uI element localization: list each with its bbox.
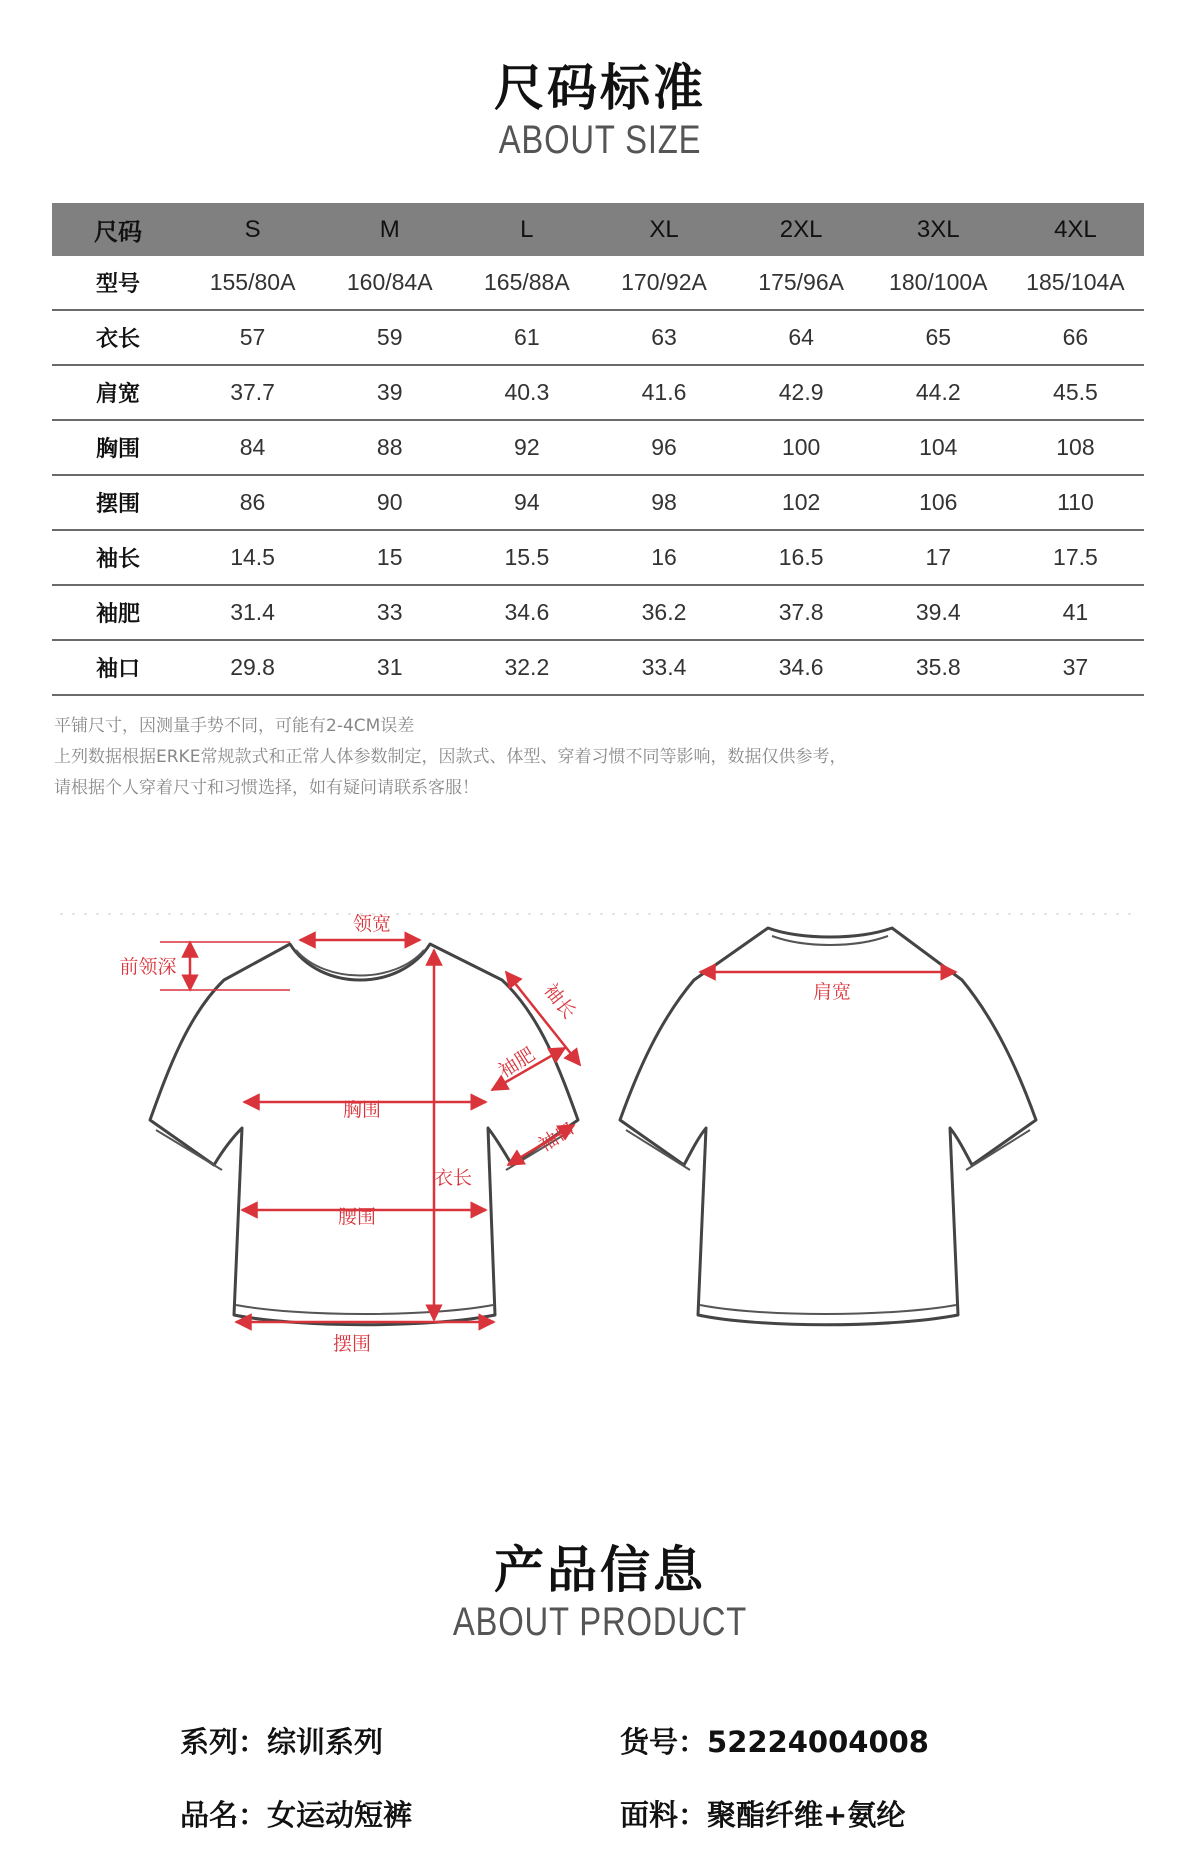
size-col-header: L	[520, 215, 534, 243]
table-cell: 98	[651, 489, 677, 515]
table-cell: 165/88A	[484, 269, 570, 295]
length-label: 衣长	[433, 1167, 473, 1189]
table-cell: 15	[376, 544, 403, 570]
table-cell: 17	[925, 544, 952, 570]
table-cell: 92	[514, 434, 540, 460]
note-line: 请根据个人穿着尺寸和习惯选择，如有疑问请联系客服！	[54, 778, 479, 798]
table-cell: 29.8	[230, 654, 275, 680]
size-col-header: M	[379, 215, 400, 243]
front-tshirt	[150, 944, 581, 1325]
measurement-diagram	[0, 880, 1200, 1400]
table-row	[52, 475, 1144, 530]
row-label: 胸围	[95, 437, 140, 462]
shoulder-label: 肩宽	[812, 981, 852, 1003]
chest-label: 胸围	[342, 1099, 382, 1121]
series-label: 系列：	[180, 1725, 268, 1759]
name-value: 女运动短裤	[267, 1798, 413, 1832]
hem-label: 摆围	[332, 1333, 372, 1355]
table-cell: 102	[781, 489, 821, 515]
note-line: 上列数据根据ERKE常规款式和正常人体参数制定，因款式、体型、穿着习惯不同等影响，数据仅供参考，	[54, 747, 847, 767]
row-label: 摆围	[95, 492, 140, 517]
fabric-field	[620, 1793, 905, 1834]
table-cell: 39	[376, 379, 403, 405]
size-col-header: XL	[649, 215, 679, 243]
table-row	[52, 530, 1144, 585]
size-col-header: S	[244, 215, 261, 243]
product-section-subtitle: ABOUT PRODUCT	[452, 1600, 748, 1644]
table-cell: 185/104A	[1026, 269, 1125, 295]
table-cell: 15.5	[504, 544, 550, 570]
row-label: 袖口	[95, 657, 140, 682]
table-cell: 44.2	[915, 379, 961, 405]
table-cell: 41.6	[641, 379, 687, 405]
size-table-header	[52, 203, 1144, 256]
table-row	[52, 365, 1144, 420]
table-cell: 160/84A	[346, 269, 433, 295]
series-field	[180, 1720, 383, 1761]
row-label: 袖长	[95, 547, 140, 572]
name-label: 品名：	[180, 1798, 268, 1832]
bicep-label: 袖肥	[494, 1043, 539, 1083]
table-cell: 86	[239, 489, 266, 515]
table-row	[52, 310, 1144, 365]
header-label: 尺码	[94, 219, 142, 246]
table-cell: 175/96A	[758, 269, 844, 295]
table-cell: 108	[1056, 434, 1095, 460]
collar-width-label: 领宽	[352, 913, 392, 935]
size-section-title: 尺码标准	[494, 59, 706, 117]
table-cell: 84	[239, 434, 266, 460]
table-cell: 35.8	[915, 654, 961, 680]
table-cell: 31.4	[230, 599, 275, 625]
table-cell: 65	[925, 324, 952, 350]
cuff-label: 袖口	[534, 1117, 579, 1157]
table-cell: 14.5	[230, 544, 275, 570]
row-label: 型号	[95, 272, 140, 297]
table-cell: 34.6	[778, 654, 824, 680]
size-col-header: 2XL	[779, 215, 823, 243]
table-cell: 32.2	[504, 654, 550, 680]
table-cell: 155/80A	[209, 269, 296, 295]
sku-value: 52224004008	[707, 1725, 929, 1759]
table-cell: 36.2	[641, 599, 687, 625]
table-cell: 170/92A	[621, 269, 707, 295]
table-cell: 57	[239, 324, 266, 350]
table-cell: 33	[376, 599, 403, 625]
table-cell: 90	[376, 489, 403, 515]
table-cell: 45.5	[1053, 379, 1098, 405]
table-cell: 59	[376, 324, 403, 350]
table-cell: 64	[788, 324, 814, 350]
table-cell: 88	[376, 434, 403, 460]
table-cell: 40.3	[504, 379, 550, 405]
name-field	[180, 1793, 412, 1834]
product-section-title: 产品信息	[494, 1541, 706, 1599]
sku-field	[620, 1720, 929, 1761]
size-col-header: 3XL	[916, 215, 960, 243]
note-line: 平铺尺寸，因测量手势不同，可能有2-4CM误差	[54, 716, 415, 736]
table-row	[52, 256, 1144, 310]
fabric-label: 面料：	[620, 1798, 708, 1832]
table-cell: 37.7	[230, 379, 275, 405]
table-cell: 180/100A	[889, 269, 988, 295]
table-cell: 100	[781, 434, 821, 460]
table-row	[52, 585, 1144, 640]
sleeve-length-label: 袖长	[539, 979, 581, 1024]
row-label: 衣长	[95, 327, 140, 352]
row-label: 肩宽	[95, 382, 140, 407]
table-row	[52, 420, 1144, 475]
table-cell: 39.4	[915, 599, 961, 625]
series-value: 综训系列	[267, 1725, 384, 1759]
table-row	[52, 640, 1144, 695]
table-cell: 110	[1057, 489, 1094, 515]
table-cell: 34.6	[504, 599, 550, 625]
table-cell: 16.5	[778, 544, 824, 570]
sku-label: 货号：	[620, 1725, 708, 1759]
fabric-value: 聚酯纤维+氨纶	[707, 1798, 906, 1832]
table-cell: 37	[1062, 654, 1089, 680]
table-cell: 31	[376, 654, 403, 680]
table-cell: 17.5	[1053, 544, 1098, 570]
table-cell: 33.4	[641, 654, 687, 680]
table-cell: 37.8	[778, 599, 824, 625]
size-notes	[54, 711, 846, 804]
table-cell: 41	[1062, 599, 1089, 625]
row-label: 袖肥	[95, 602, 140, 627]
table-cell: 94	[514, 489, 540, 515]
table-cell: 16	[651, 544, 677, 570]
table-cell: 66	[1062, 324, 1089, 350]
table-cell: 42.9	[778, 379, 824, 405]
table-cell: 61	[514, 324, 540, 350]
waist-label: 腰围	[337, 1206, 377, 1228]
front-tshirt-outline	[150, 944, 581, 1325]
table-cell: 104	[919, 434, 958, 460]
table-cell: 106	[919, 489, 958, 515]
table-cell: 96	[651, 434, 677, 460]
front-neck-depth-label: 前领深	[119, 956, 177, 978]
table-cell: 63	[651, 324, 677, 350]
size-section-subtitle: ABOUT SIZE	[498, 118, 702, 162]
size-col-header: 4XL	[1054, 215, 1097, 243]
size-table	[52, 203, 1144, 696]
